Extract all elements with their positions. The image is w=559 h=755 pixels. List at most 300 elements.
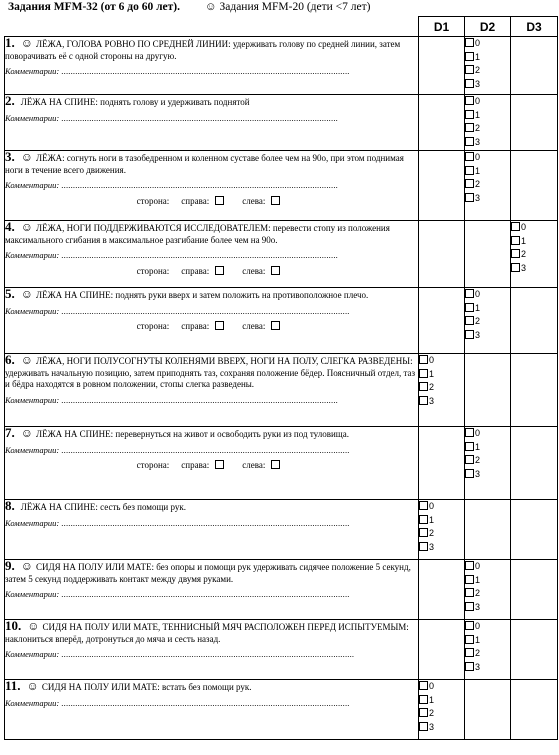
score-value: 3 — [475, 136, 481, 147]
score-value: 1 — [475, 634, 481, 645]
score-option[interactable] — [465, 288, 510, 302]
table-row — [5, 620, 558, 680]
score-checkbox[interactable] — [511, 263, 520, 272]
score-option[interactable] — [465, 165, 510, 179]
score-value: 0 — [521, 222, 527, 232]
score-checkbox[interactable] — [465, 602, 474, 611]
side-left — [242, 460, 286, 470]
side-selector — [5, 266, 418, 278]
task-cell — [5, 288, 419, 354]
comment-label: Комментарии: — [5, 697, 60, 708]
side-right — [181, 196, 230, 206]
score-checkbox[interactable] — [511, 249, 520, 258]
smiley-icon: ☺ — [20, 559, 34, 573]
task-number: 4. — [5, 219, 15, 234]
score-option[interactable] — [465, 136, 510, 150]
task-number: 7. — [5, 425, 15, 440]
table-row — [5, 95, 558, 151]
task-text: ЛЁЖА НА СПИНЕ: перевернуться на живот и освободить руки из под туловища. — [36, 429, 349, 439]
task-cell — [5, 354, 419, 427]
score-checkbox[interactable] — [465, 137, 474, 146]
table-row — [5, 221, 558, 288]
score-checkbox[interactable] — [465, 152, 474, 161]
score-value: 1 — [475, 302, 481, 313]
comment-dots: ............................................................................................................................ — [61, 66, 350, 76]
score-checkbox[interactable] — [465, 123, 474, 132]
score-checkbox[interactable] — [465, 442, 474, 451]
score-checkbox[interactable] — [465, 52, 474, 61]
task-cell — [5, 560, 419, 620]
score-checkbox[interactable] — [465, 588, 474, 597]
side-left-checkbox[interactable] — [271, 460, 280, 469]
score-option[interactable] — [465, 302, 510, 316]
side-right-checkbox[interactable] — [215, 460, 224, 469]
score-option[interactable] — [465, 178, 510, 192]
score-cell-d1 — [419, 37, 465, 95]
side-right-label: справа: — [181, 460, 210, 470]
score-option[interactable] — [465, 634, 510, 648]
score-cell-d2 — [465, 37, 511, 95]
score-checkbox[interactable] — [465, 96, 474, 105]
score-option[interactable] — [465, 51, 510, 65]
side-selector — [5, 460, 418, 472]
smiley-icon: ☺ — [20, 36, 34, 50]
score-option[interactable] — [465, 151, 510, 165]
side-selector — [5, 321, 418, 333]
comment-dots: ............................................................................................................................ — [61, 517, 350, 528]
score-value: 2 — [475, 316, 481, 326]
score-value: 3 — [429, 721, 435, 732]
table-row — [5, 288, 558, 354]
score-option[interactable] — [419, 381, 464, 395]
comment-label: Комментарии: — [5, 589, 60, 599]
score-value: 0 — [475, 561, 481, 571]
score-option[interactable] — [511, 248, 557, 262]
score-option[interactable] — [419, 354, 464, 368]
score-option[interactable] — [419, 694, 464, 708]
score-value: 2 — [521, 249, 527, 259]
comment-label: Комментарии: — [5, 66, 60, 76]
score-value: 1 — [429, 368, 435, 379]
side-left-label: слева: — [242, 265, 266, 276]
page-header — [8, 1, 370, 16]
task-number: 5. — [5, 286, 15, 301]
smiley-icon: ☺ — [20, 353, 34, 367]
side-left-checkbox[interactable] — [271, 266, 280, 275]
comment-label: Комментарии: — [5, 517, 60, 528]
score-cell-d3 — [511, 680, 558, 740]
comment-dots: .............................................................................................................................. — [61, 649, 355, 659]
score-value: 3 — [475, 468, 481, 479]
side-right — [181, 460, 230, 470]
side-right-checkbox[interactable] — [215, 321, 224, 330]
task-text: СИДЯ НА ПОЛУ ИЛИ МАТЕ: встать без помощи рук. — [41, 682, 252, 692]
task-description — [5, 151, 418, 176]
score-cell-d3 — [511, 427, 558, 500]
score-value: 2 — [429, 528, 435, 538]
comment-dots: ....................................................................................................................... — [61, 250, 338, 260]
column-header-d1: D1 — [419, 17, 465, 37]
task-text: СИДЯ НА ПОЛУ ИЛИ МАТЕ: без опоры и помощи рук удерживать сидячее положение 5 секунд, затем 5 секунд поддерживать контакт между двумя руками. — [5, 562, 411, 584]
score-checkbox[interactable] — [419, 681, 428, 690]
score-checkbox[interactable] — [419, 396, 428, 405]
score-value: 1 — [475, 441, 481, 452]
score-checkbox[interactable] — [465, 469, 474, 478]
table-row — [5, 680, 558, 740]
score-value: 0 — [475, 289, 481, 299]
score-cell-d2 — [465, 95, 511, 151]
side-right-checkbox[interactable] — [215, 196, 224, 205]
score-cell-d2 — [465, 560, 511, 620]
score-cell-d3 — [511, 620, 558, 680]
task-number: 1. — [5, 35, 15, 50]
task-number: 8. — [5, 498, 15, 513]
score-cell-d3 — [511, 560, 558, 620]
score-option[interactable] — [419, 395, 464, 409]
score-checkbox[interactable] — [465, 635, 474, 644]
comment-field[interactable] — [5, 66, 418, 78]
table-row — [5, 560, 558, 620]
task-description — [5, 560, 418, 585]
side-right — [181, 266, 230, 276]
task-cell — [5, 221, 419, 288]
task-text: ЛЁЖА НА СПИНЕ: сесть без помощи рук. — [20, 502, 186, 512]
side-left-checkbox[interactable] — [271, 196, 280, 205]
score-cell-d2 — [465, 354, 511, 427]
score-value: 1 — [429, 514, 435, 525]
side-selector — [5, 196, 418, 208]
table-body — [5, 37, 558, 740]
score-option[interactable] — [465, 37, 510, 51]
score-cell-d2 — [465, 427, 511, 500]
column-header-d2: D2 — [465, 17, 511, 37]
comment-label: Комментарии: — [5, 180, 60, 190]
comment-label: Комментарии: — [5, 305, 60, 316]
score-option[interactable] — [465, 647, 510, 661]
score-option[interactable] — [465, 329, 510, 343]
score-checkbox[interactable] — [465, 428, 474, 437]
smiley-icon: ☺ — [20, 287, 34, 301]
score-checkbox[interactable] — [419, 708, 428, 717]
score-option[interactable] — [465, 122, 510, 136]
score-value: 2 — [429, 382, 435, 392]
score-checkbox[interactable] — [465, 648, 474, 657]
score-option[interactable] — [465, 78, 510, 92]
score-value: 2 — [475, 648, 481, 658]
score-checkbox[interactable] — [465, 38, 474, 47]
score-checkbox[interactable] — [465, 65, 474, 74]
task-description — [5, 37, 418, 62]
score-checkbox[interactable] — [419, 542, 428, 551]
comment-field[interactable] — [5, 395, 418, 407]
score-value: 0 — [475, 38, 481, 48]
score-cell-d3 — [511, 288, 558, 354]
score-cell-d1 — [419, 680, 465, 740]
score-value: 3 — [475, 601, 481, 612]
comment-dots: ............................................................................................................................ — [61, 697, 350, 708]
score-option[interactable] — [465, 315, 510, 329]
task-description — [5, 221, 418, 246]
score-checkbox[interactable] — [465, 621, 474, 630]
header-blank — [5, 17, 419, 37]
side-left-label: слева: — [242, 321, 266, 331]
task-cell — [5, 37, 419, 95]
score-option[interactable] — [419, 527, 464, 541]
score-option[interactable] — [465, 620, 510, 634]
comment-dots: ....................................................................................................................... — [61, 112, 338, 123]
smiley-icon: ☺ — [27, 619, 40, 633]
comment-dots: ....................................................................................................................... — [61, 180, 338, 190]
score-option[interactable] — [465, 587, 510, 601]
score-value: 0 — [429, 355, 435, 365]
task-cell — [5, 151, 419, 221]
score-option[interactable] — [465, 192, 510, 206]
score-checkbox[interactable] — [465, 561, 474, 570]
smiley-icon: ☺ — [204, 1, 217, 13]
side-left-checkbox[interactable] — [271, 321, 280, 330]
score-value: 3 — [429, 541, 435, 552]
comment-field[interactable] — [5, 250, 418, 262]
side-left-label: слева: — [242, 195, 266, 206]
score-option[interactable] — [419, 680, 464, 694]
comment-dots: ............................................................................................................................ — [61, 589, 350, 599]
comment-field[interactable] — [5, 589, 418, 601]
score-checkbox[interactable] — [465, 330, 474, 339]
score-value: 2 — [429, 708, 435, 718]
comment-field[interactable] — [5, 113, 418, 125]
task-number: 9. — [5, 558, 15, 573]
score-checkbox[interactable] — [465, 662, 474, 671]
score-cell-d1 — [419, 95, 465, 151]
score-cell-d2 — [465, 221, 511, 288]
score-value: 2 — [475, 588, 481, 598]
score-value: 3 — [475, 78, 481, 89]
comment-label: Комментарии: — [5, 394, 60, 405]
score-cell-d2 — [465, 680, 511, 740]
score-value: 3 — [521, 262, 527, 273]
score-value: 1 — [475, 165, 481, 176]
score-cell-d1 — [419, 354, 465, 427]
side-label: сторона: — [136, 195, 170, 206]
score-option[interactable] — [419, 514, 464, 528]
score-cell-d3 — [511, 37, 558, 95]
smiley-icon: ☺ — [20, 426, 34, 440]
task-text: ЛЁЖА НА СПИНЕ: поднять голову и удерживать поднятой — [20, 97, 250, 107]
task-cell — [5, 427, 419, 500]
task-cell — [5, 620, 419, 680]
page-title: Задания MFM-32 (от 6 до 60 лет). — [8, 1, 180, 13]
table-header-row — [5, 17, 558, 37]
subtitle-text: Задания MFM-20 (дети <7 лет) — [219, 1, 371, 13]
task-description — [5, 354, 418, 391]
score-cell-d1 — [419, 221, 465, 288]
task-cell — [5, 680, 419, 740]
score-option[interactable] — [465, 601, 510, 615]
score-option[interactable] — [465, 661, 510, 675]
comment-dots: ............................................................................................................................ — [61, 444, 350, 455]
side-label: сторона: — [136, 321, 170, 331]
score-checkbox[interactable] — [465, 289, 474, 298]
score-cell-d3 — [511, 151, 558, 221]
score-value: 1 — [521, 235, 527, 246]
score-cell-d2 — [465, 500, 511, 560]
comment-field[interactable] — [5, 445, 418, 457]
score-value: 0 — [475, 621, 481, 631]
score-value: 1 — [429, 694, 435, 705]
score-cell-d2 — [465, 288, 511, 354]
score-checkbox[interactable] — [511, 222, 520, 231]
side-left-label: слева: — [242, 460, 266, 470]
score-cell-d1 — [419, 288, 465, 354]
score-value: 3 — [475, 329, 481, 340]
score-checkbox[interactable] — [419, 369, 428, 378]
task-description — [5, 680, 418, 694]
comment-label: Комментарии: — [5, 444, 60, 455]
score-option[interactable] — [465, 95, 510, 109]
score-option[interactable] — [419, 500, 464, 514]
task-number: 3. — [5, 149, 15, 164]
table-row — [5, 354, 558, 427]
score-checkbox[interactable] — [419, 722, 428, 731]
side-label: сторона: — [136, 460, 170, 470]
score-cell-d1 — [419, 500, 465, 560]
score-checkbox[interactable] — [419, 501, 428, 510]
task-number: 2. — [5, 93, 15, 108]
score-option[interactable] — [465, 109, 510, 123]
table-row — [5, 151, 558, 221]
comment-label: Комментарии: — [5, 112, 60, 123]
score-option[interactable] — [465, 64, 510, 78]
score-value: 2 — [475, 65, 481, 75]
task-description — [5, 95, 418, 109]
score-checkbox[interactable] — [465, 575, 474, 584]
task-text: ЛЁЖА, НОГИ ПОЛУСОГНУТЫ КОЛЕНЯМИ ВВЕРХ, НОГИ НА ПОЛУ, СЛЕГКА РАЗВЕДЕНЫ: удерживать начальную позицию, затем приподнять таз, сохраняя положение бёдер. Поясничный отдел, таз и бёдра находятся в ровном положении, стопы слегка разведены. — [5, 356, 416, 389]
comment-field[interactable] — [5, 698, 418, 710]
score-value: 1 — [475, 109, 481, 120]
score-option[interactable] — [465, 441, 510, 455]
task-number: 11. — [5, 678, 21, 693]
task-description — [5, 500, 418, 514]
score-value: 2 — [475, 455, 481, 465]
score-cell-d2 — [465, 620, 511, 680]
score-option[interactable] — [511, 262, 557, 276]
score-value: 0 — [429, 501, 435, 511]
score-checkbox[interactable] — [465, 79, 474, 88]
comment-dots: ....................................................................................................................... — [61, 394, 338, 405]
score-cell-d1 — [419, 560, 465, 620]
score-cell-d1 — [419, 151, 465, 221]
task-text: ЛЁЖА: согнуть ноги в тазобедренном и коленном суставе более чем на 90о, при этом поднимая ноги в течение всего движения. — [5, 153, 404, 175]
score-value: 0 — [475, 152, 481, 162]
scoring-table — [4, 16, 558, 740]
side-right-label: справа: — [181, 195, 210, 206]
score-option[interactable] — [465, 574, 510, 588]
comment-label: Комментарии: — [5, 250, 60, 260]
score-checkbox[interactable] — [511, 236, 520, 245]
score-option[interactable] — [419, 721, 464, 735]
score-option[interactable] — [465, 454, 510, 468]
task-cell — [5, 95, 419, 151]
score-checkbox[interactable] — [419, 515, 428, 524]
comment-field[interactable] — [5, 180, 418, 192]
score-cell-d3 — [511, 95, 558, 151]
task-number: 10. — [5, 618, 22, 633]
score-value: 1 — [475, 51, 481, 62]
side-label: сторона: — [136, 265, 170, 276]
task-number: 6. — [5, 352, 15, 367]
score-option[interactable] — [465, 427, 510, 441]
score-cell-d2 — [465, 151, 511, 221]
score-cell-d3 — [511, 221, 558, 288]
side-left — [242, 321, 286, 331]
comment-label: Комментарии: — [5, 649, 60, 659]
score-value: 3 — [429, 395, 435, 406]
score-cell-d1 — [419, 427, 465, 500]
score-checkbox[interactable] — [465, 110, 474, 119]
score-option[interactable] — [419, 368, 464, 382]
score-checkbox[interactable] — [419, 695, 428, 704]
task-description — [5, 288, 418, 302]
score-cell-d1 — [419, 620, 465, 680]
smiley-icon: ☺ — [20, 150, 34, 164]
score-value: 3 — [475, 192, 481, 203]
score-checkbox[interactable] — [465, 316, 474, 325]
score-checkbox[interactable] — [465, 166, 474, 175]
score-checkbox[interactable] — [419, 528, 428, 537]
task-text: СИДЯ НА ПОЛУ ИЛИ МАТЕ, ТЕННИСНЫЙ МЯЧ РАСПОЛОЖЕН ПЕРЕД ИСПЫТУЕМЫМ: наклониться вперёд, дотронуться до мяча и сесть назад. — [5, 622, 409, 644]
score-option[interactable] — [465, 560, 510, 574]
score-checkbox[interactable] — [465, 455, 474, 464]
score-checkbox[interactable] — [465, 303, 474, 312]
table-row — [5, 500, 558, 560]
score-checkbox[interactable] — [419, 355, 428, 364]
smiley-icon: ☺ — [26, 679, 39, 693]
score-value: 2 — [475, 123, 481, 133]
comment-field[interactable] — [5, 649, 418, 661]
score-option[interactable] — [511, 221, 557, 235]
score-checkbox[interactable] — [465, 193, 474, 202]
side-left — [242, 196, 286, 206]
score-value: 2 — [475, 179, 481, 189]
score-option[interactable] — [465, 468, 510, 482]
score-value: 1 — [475, 574, 481, 585]
comment-field[interactable] — [5, 518, 418, 530]
score-option[interactable] — [511, 235, 557, 249]
smiley-icon: ☺ — [20, 220, 34, 234]
side-right — [181, 321, 230, 331]
score-option[interactable] — [419, 707, 464, 721]
page-subtitle — [205, 1, 371, 13]
score-value: 0 — [475, 96, 481, 106]
task-text: ЛЁЖА НА СПИНЕ: поднять руки вверх и затем положить на противоположное плечо. — [36, 290, 369, 300]
score-cell-d3 — [511, 354, 558, 427]
task-text: ЛЁЖА, НОГИ ПОДДЕРЖИВАЮТСЯ ИССЛЕДОВАТЕЛЕМ: перевести стопу из положения максимального сгибания в максимальное разгибание более чем на 90о. — [5, 223, 390, 245]
score-option[interactable] — [419, 541, 464, 555]
score-checkbox[interactable] — [465, 179, 474, 188]
task-description — [5, 620, 418, 645]
side-right-checkbox[interactable] — [215, 266, 224, 275]
comment-field[interactable] — [5, 306, 418, 318]
comment-dots: ............................................................................................................................ — [61, 305, 350, 316]
score-cell-d3 — [511, 500, 558, 560]
side-right-label: справа: — [181, 265, 210, 276]
side-right-label: справа: — [181, 321, 210, 331]
score-value: 0 — [429, 681, 435, 691]
column-header-d3: D3 — [511, 17, 558, 37]
score-value: 3 — [475, 661, 481, 672]
score-checkbox[interactable] — [419, 382, 428, 391]
side-left — [242, 266, 286, 276]
